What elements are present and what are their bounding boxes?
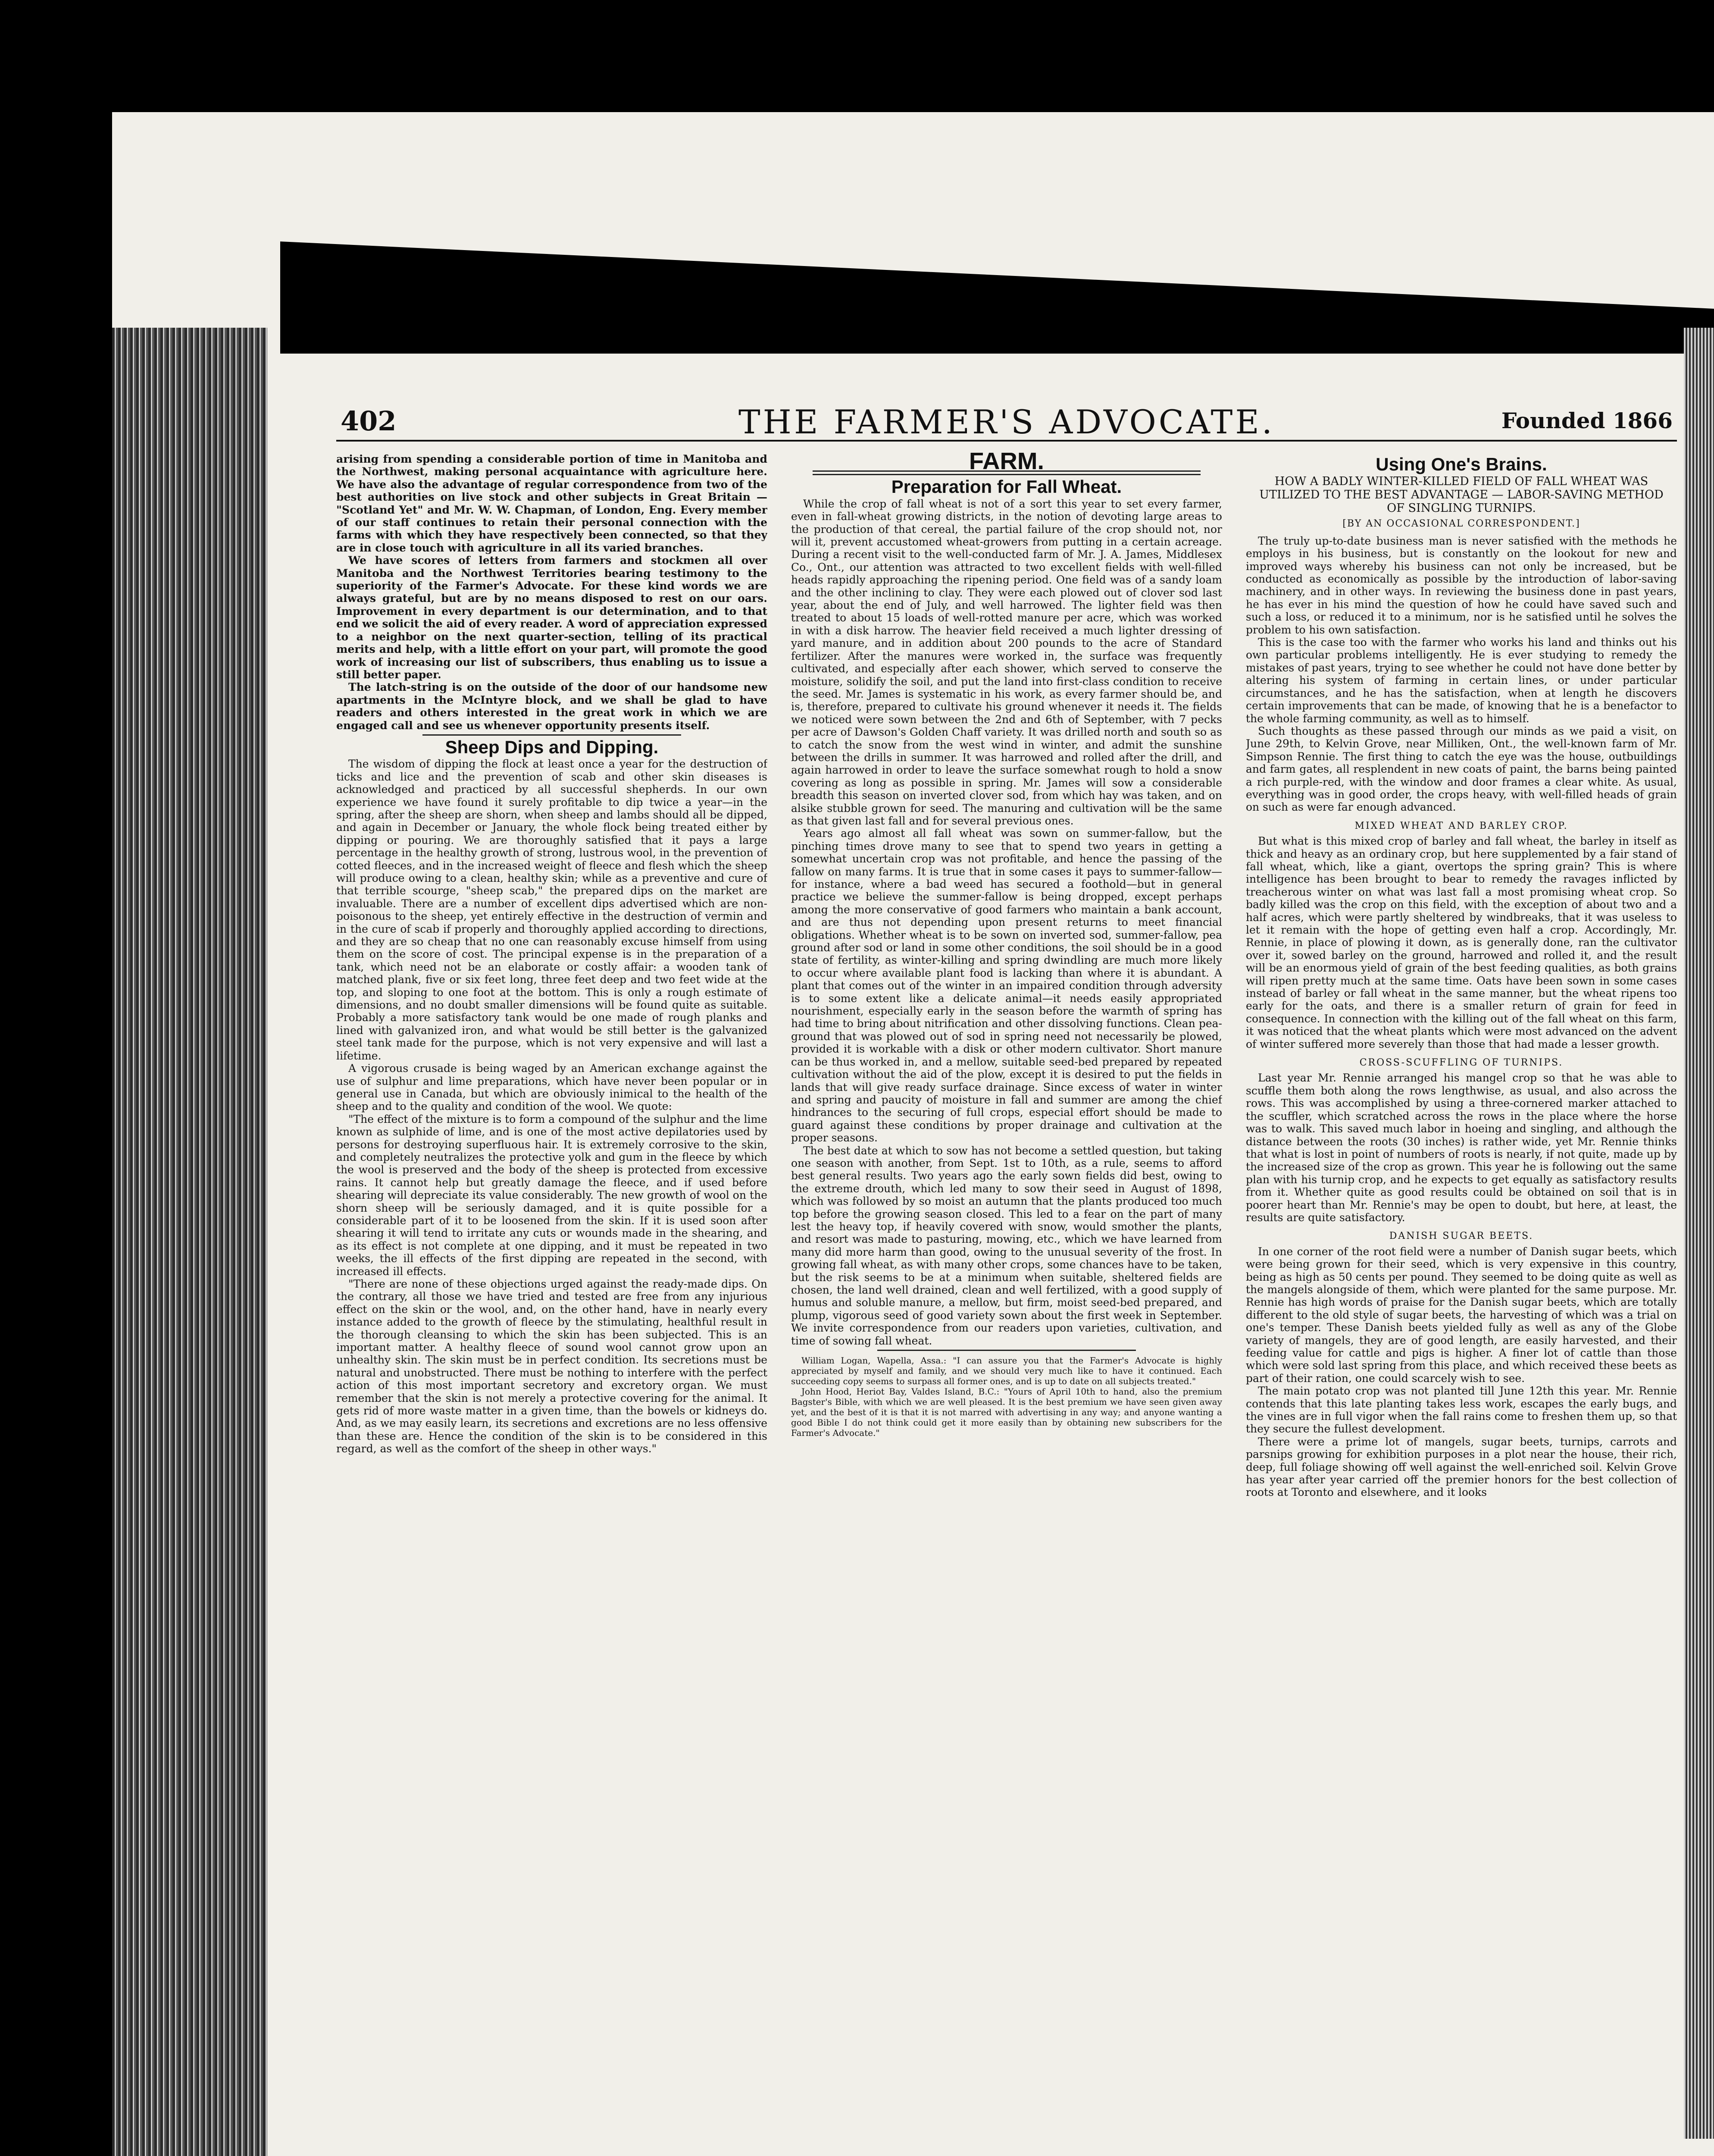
article-heading: Sheep Dips and Dipping. <box>445 736 659 757</box>
paragraph: The latch-string is on the outside of the door of our handsome new apartments in the McIntyre block, and we shall be glad to have readers and others interested in the great work in which we are engaged call and see us whenever opportunity presents itself. <box>336 681 767 732</box>
divider <box>422 734 681 736</box>
paragraph: The main potato crop was not planted till June 12th this year. Mr. Rennie contends that this late planting takes less work, escapes the early bugs, and the vines are in full vigor when the fall rains come to freshen them up, so that they secure the fullest development. <box>1246 1385 1677 1435</box>
book-page-edges-right <box>1684 328 1714 2139</box>
article-heading: Preparation for Fall Wheat. <box>891 476 1122 497</box>
page-number: 402 <box>341 405 397 437</box>
paragraph: This is the case too with the farmer who works his land and thinks out his own particular problems intelligently. He is ever studying to remedy the mistakes of past years, trying to see whether he could not have done better by altering his system of farming in certain lines, or under particular circumstances, and he has the satisfaction, when at length he discovers certain improvements that can be made, of knowing that he is a benefactor to the whole farming community, as well as to himself. <box>1246 636 1677 725</box>
quoted-paragraph: "The effect of the mixture is to form a compound of the sulphur and the lime known as sulphide of lime, and is one of the most active depilatories used by persons for destroying superfluous hair. It is extremely corrosive to the skin, and completely neutralizes the protective yolk and gum in the fleece by which the wool is preserved and the body of the sheep is protected from excessive rains. It cannot help but greatly damage the fleece, and if used before shearing will depreciate its value considerably. The new growth of wool on the shorn sheep will be seriously damaged, and it is quite possible for a considerable part of it to be loosened from the skin. If it is used soon after shearing it will tend to irritate any cuts or wounds made in the shearing, and as its effect is not complete at one dipping, and it must be repeated in two weeks, the ill effects of the first dipping are repeated in the second, with increased ill effects. <box>336 1112 767 1278</box>
article-subheading: HOW A BADLY WINTER-KILLED FIELD OF FALL WHEAT WAS UTILIZED TO THE BEST ADVANTAGE — LABOR-SAVING METHOD OF SINGLING TURNIPS. <box>1259 475 1664 515</box>
paragraph: In one corner of the root field were a number of Danish sugar beets, which were being grown for their seed, which is very expensive in this country, being as high as 50 cents per pound. They seemed to be doing quite as well as the mangels alongside of them, which were planted for the same purpose. Mr. Rennie has high words of praise for the Danish sugar beets, which are totally different to the old style of sugar beets, the harvesting of which was a trial on one's temper. These Danish beets yielded fully as well as any of the Globe variety of mangels, they are of good length, are easily harvested, and their feeding value for cattle and pigs is higher. A finer lot of cattle than those which were sold last spring from this place, and which received these beets as part of their ration, one could scarcely wish to see. <box>1246 1245 1677 1385</box>
reader-letter: William Logan, Wapella, Assa.: "I can assure you that the Farmer's Advocate is highly appreciated by myself and family, and we should very much like to have it continued. Each succeeding copy seems to surpass all former ones, and is up to date on all subjects treated." <box>791 1355 1222 1387</box>
paragraph: arising from spending a considerable portion of time in Manitoba and the Northwest, making personal acquaintance with agriculture here. We have also the advantage of regular correspondence from two of the best authorities on live stock and other subjects in Great Britain — "Scotland Yet" and Mr. W. W. Chapman, of London, Eng. Every member of our staff continues to retain their personal connection with the farms with which they have respectively been connected, so that they are in close touch with agriculture in all its varied branches. <box>336 453 767 554</box>
paragraph: The truly up-to-date business man is never satisfied with the methods he employs in his business, but is constantly on the lookout for new and improved ways whereby his business can not only be increased, but be conducted as economically as possible by the introduction of labor-saving machinery, and in other ways. In reviewing the business done in past years, he has ever in his mind the question of how he could have saved such and such a loss, or reduced it to a minimum, nor is he satisfied until he solves the problem to his own satisfaction. <box>1246 534 1677 636</box>
section-heading: FARM. <box>969 453 1045 474</box>
column-1 <box>336 453 767 2156</box>
paragraph: Last year Mr. Rennie arranged his mangel crop so that he was able to scuffle them both along the rows lengthwise, as usual, and also across the rows. This was accomplished by using a three-cornered marker attached to the scuffler, which scratched across the rows in the place where the horse was to walk. This saved much labor in hoeing and singling, and although the distance between the roots (30 inches) is rather wide, yet Mr. Rennie thinks that what is lost in point of numbers of roots is nearly, if not quite, made up by the increased size of the crop as grown. This year he is following out the same plan with his turnip crop, and he expects to get equally as satisfactory results from it. Whether quite as good results could be obtained on soil that is in poorer heart than Mr. Rennie's may be open to doubt, but here, at least, the results are quite satisfactory. <box>1246 1072 1677 1224</box>
column-2 <box>791 453 1222 2156</box>
paragraph: Years ago almost all fall wheat was sown on summer-fallow, but the pinching times drove many to see that to spend two years in getting a somewhat uncertain crop was not profitable, and hence the passing of the fallow on many farms. It is true that in some cases it pays to summer-fallow—for instance, where a bad weed has secured a foothold—but in general practice we believe the summer-fallow is being dropped, except perhaps among the more conservative of good farmers who maintain a bank account, and are thus not depending upon present returns to meet financial obligations. Whether wheat is to be sown on inverted sod, summer-fallow, pea ground after sod or land in some other conditions, the soil should be in a good state of fertility, as winter-killing and spring dwindling are much more likely to occur where available plant food is lacking than where it is abundant. A plant that comes out of the winter in an impaired condition through adversity is to some extent like a delicate animal—it needs easily appropriated nourishment, especially early in the season before the warmth of spring has had time to bring about nitrification and other dissolving functions. Clean pea-ground that was plowed out of sod in spring need not necessarily be plowed, provided it is workable with a disk or other modern cultivator. Short manure can be thus worked in, and a mellow, suitable seed-bed prepared by repeated cultivation without the aid of the plow, except it is desired to put the fields in lands that will give ready surface drainage. Since excess of water in winter and spring and paucity of moisture in fall and summer are among the chief hindrances to the securing of full crops, especial effort should be made to guard against these conditions by proper drainage and cultivation at the proper seasons. <box>791 827 1222 1144</box>
running-head <box>336 401 1677 442</box>
paragraph: A vigorous crusade is being waged by an American exchange against the use of sulphur and lime preparations, which have never been popular or in general use in Canada, but which are obviously inimical to the health of the sheep and to the quality and condition of the wool. We quote: <box>336 1062 767 1113</box>
paragraph: There were a prime lot of mangels, sugar beets, turnips, carrots and parsnips growing for exhibition purposes in a plot near the house, their rich, deep, full foliage showing off well against the well-enriched soil. Kelvin Grove has year after year carried off the premier honors for the best collection of roots at Toronto and elsewhere, and it looks <box>1246 1435 1677 1499</box>
reader-letter: John Hood, Heriot Bay, Valdes Island, B.C.: "Yours of April 10th to hand, also the premium Bagster's Bible, with which we are well pleased. It is the best premium we have seen given away yet, and the best of it is that it is not marred with advertising in any way; and anyone wanting a good Bible I do not think could get it more easily than by obtaining new subscribers for the Farmer's Advocate." <box>791 1386 1222 1438</box>
masthead-title: THE FARMER'S ADVOCATE. <box>738 403 1275 441</box>
paragraph: While the crop of fall wheat is not of a sort this year to set every farmer, even in fall-wheat growing districts, in the notion of devoting large areas to the production of that cereal, the partial failure of the crop should not, nor will it, prevent accustomed wheat-growers from putting in a certain acreage. During a recent visit to the well-conducted farm of Mr. J. A. James, Middlesex Co., Ont., our attention was attracted to two excellent fields with well-filled heads rapidly approaching the ripening period. One field was of a sandy loam and the other inclining to clay. They were each plowed out of clover sod last year, about the end of July, and well harrowed. The lighter field was then treated to about 15 loads of well-rotted manure per acre, which was worked in with a disk harrow. The heavier field received a much lighter dressing of yard manure, and in addition about 200 pounds to the acre of Standard fertilizer. After the manures were worked in, the surface was frequently cultivated, and especially after each shower, which served to conserve the moisture, solidify the soil, and put the land into first-class condition to receive the seed. Mr. James is systematic in his work, as every farmer should be, and is, therefore, prepared to cultivate his ground whenever it needs it. The fields we noticed were sown between the 2nd and 6th of September, with 7 pecks per acre of Dawson's Golden Chaff variety. It was drilled north and south so as to catch the snow from the west wind in winter, and admit the sunshine between the drills in summer. It was harrowed and rolled after the drill, and again harrowed in order to leave the surface somewhat rough to hold a snow covering as long as possible in spring. Mr. James will sow a considerable breadth this season on inverted clover sod, from which hay was taken, and on alsike stubble grown for seed. The manuring and cultivation will be the same as that given last fall and for several previous ones. <box>791 497 1222 827</box>
quoted-paragraph: "There are none of these objections urged against the ready-made dips. On the contrary, all those we have tried and tested are free from any injurious effect on the skin or the wool, and, on the other hand, have in nearly every instance added to the growth of fleece by the stimulating, healthful result in the thorough cleansing to which the skin has been subjected. This is an important matter. A healthy fleece of sound wool cannot grow upon an unhealthy skin. The skin must be in perfect condition. Its secretions must be natural and unobstructed. There must be nothing to interfere with the perfect action of this most important secretory and excretory organ. We must remember that the skin is not merely a protective covering for the animal. It gets rid of more waste matter in a given time, than the bowels or kidneys do. And, as we may easily learn, its secretions and excretions are no less offensive than these are. Hence the condition of the skin is to be considered in this regard, as well as the comfort of the sheep in other ways." <box>336 1278 767 1455</box>
article-heading: Using One's Brains. <box>1376 454 1547 474</box>
paragraph: We have scores of letters from farmers and stockmen all over Manitoba and the Northwest Territories bearing testimony to the superiority of the Farmer's Advocate. For these kind words we are always grateful, but are by no means disposed to rest on our oars. Improvement in every department is our determination, and to that end we solicit the aid of every reader. A word of appreciation expressed to a neighbor on the next quarter-section, telling of its practical merits and help, with a little effort on your part, will promote the good work of increasing our list of subscribers, thus enabling us to issue a still better paper. <box>336 554 767 681</box>
subsection-heading: CROSS-SCUFFLING OF TURNIPS. <box>1359 1057 1564 1069</box>
paragraph: The wisdom of dipping the flock at least once a year for the destruction of ticks and lice and the prevention of scab and other skin diseases is acknowledged and practiced by all successful shepherds. In our own experience we have found it surely profitable to dip twice a year—in the spring, after the sheep are shorn, when sheep and lambs should all be dipped, and again in December or January, the whole flock being treated either by dipping or pouring. We are thoroughly satisfied that it pays a large percentage in the healthy growth of strong, lustrous wool, in the prevention of cotted fleeces, and in the increased weight of fleece and flesh which the sheep will produce owing to a clean, healthy skin; while as a preventive and cure of that terrible scourge, "sheep scab," the prepared dips on the market are invaluable. There are a number of excellent dips advertised which are non-poisonous to the sheep, yet entirely effective in the destruction of vermin and in the cure of scab if properly and thoroughly applied according to directions, and they are so cheap that no one can reasonably excuse himself from using them on the score of cost. The principal expense is in the preparation of a tank, which need not be an elaborate or costly affair: a wooden tank of matched plank, five or six feet long, three feet deep and two feet wide at the top, and sloping to one foot at the bottom. This is only a rough estimate of dimensions, and no doubt smaller dimensions will be found quite as suitable. Probably a more satisfactory tank would be one made of rough planks and lined with galvanized iron, and what would be still better is the galvanized steel tank made for the purpose, which is not very expensive and will last a lifetime. <box>336 758 767 1062</box>
subsection-heading: MIXED WHEAT AND BARLEY CROP. <box>1354 820 1568 831</box>
paragraph: Such thoughts as these passed through our minds as we paid a visit, on June 29th, to Kelvin Grove, near Milliken, Ont., the well-known farm of Mr. Simpson Rennie. The first thing to catch the eye was the house, outbuildings and farm gates, all resplendent in new coats of paint, the barns being painted a rich purple-red, with the window and door frames a clear white. As usual, everything was in good order, the crops heavy, with well-filled heads of grain on such as were far enough advanced. <box>1246 724 1677 814</box>
subsection-heading: DANISH SUGAR BEETS. <box>1389 1231 1534 1242</box>
byline: [BY AN OCCASIONAL CORRESPONDENT.] <box>1342 518 1580 530</box>
divider <box>877 1350 1136 1351</box>
paragraph: But what is this mixed crop of barley and fall wheat, the barley in itself as thick and heavy as an ordinary crop, but here supplemented by a fair stand of fall wheat, which, like a giant, overtops the spring grain? This is where intelligence has been brought to bear to remedy the ravages inflicted by treacherous winter on what was last fall a most promising wheat crop. So badly killed was the crop on this field, with the exception of about two and a half acres, which were partly sheltered by windbreaks, that it was useless to let it remain with the hope of getting even half a crop. Accordingly, Mr. Rennie, in place of plowing it down, as is generally done, ran the cultivator over it, sowed barley on the ground, harrowed and rolled it, and the result will be an enormous yield of grain of the best feeding qualities, as both grains will ripen pretty much at the same time. Oats have been sown in some cases instead of barley or fall wheat in the same manner, but the wheat ripens too early for the oats, and there is a smaller return of grain for feed in consequence. In connection with the killing out of the fall wheat on this farm, it was noticed that the wheat plants which were most advanced on the advent of winter suffered more severely than those that had made a lesser growth. <box>1246 835 1677 1050</box>
reader-letters <box>791 1355 1222 1438</box>
newspaper-page <box>336 401 1677 2156</box>
book-page-edges-left <box>112 328 267 2156</box>
founded-year: Founded 1866 <box>1501 408 1673 433</box>
column-3 <box>1246 453 1677 2156</box>
paragraph: The best date at which to sow has not become a settled question, but taking one season with another, from Sept. 1st to 10th, as a rule, seems to afford best general results. Two years ago the early sown fields did best, owing to the extreme drouth, which led many to sow their seed in August of 1898, which was followed by so moist an autumn that the plants produced too much top before the growing season closed. This led to a fear on the part of many lest the heavy top, if heavily covered with snow, would smother the plants, and resort was made to pasturing, mowing, etc., which we have learned from many did more harm than good, owing to the unusual severity of the frost. In growing fall wheat, as with many other crops, some chances have to be taken, but the risk seems to be at a minimum when suitable, sheltered fields are chosen, the land well drained, clean and well fertilized, with a good supply of humus and soluble manure, a mellow, but firm, moist seed-bed prepared, and plump, vigorous seed of good variety sown about the first week in September. We invite correspondence from our readers upon varieties, cultivation, and time of sowing fall wheat. <box>791 1144 1222 1347</box>
